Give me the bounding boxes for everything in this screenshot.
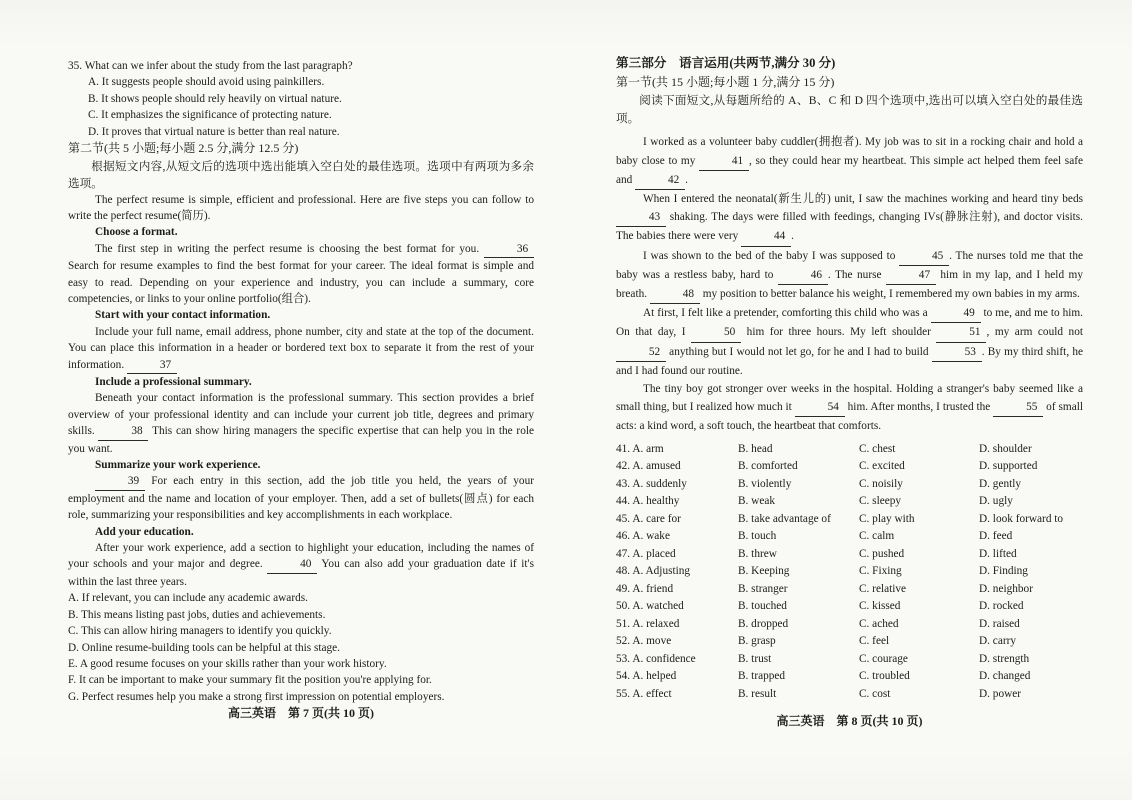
section-1-instruction: 阅读下面短文,从每题所给的 A、B、C 和 D 四个选项中,选出可以填入空白处的最佳选项。 bbox=[616, 94, 1083, 126]
page-8-footer: 高三英语 第 8 页(共 10 页) bbox=[776, 714, 923, 728]
cloze-option-a: 49. A. friend bbox=[616, 582, 674, 595]
passage-paragraph: 39 For each entry in this section, add the job title you held, the years of your employment and the name and location of your employer. Then, add a set of bullets(圆点) for each role, summarizing your responsibilities and key accomplishments in each workplace. bbox=[68, 475, 534, 522]
gap-fill-choice: C. This can allow hiring managers to identify you quickly. bbox=[68, 625, 332, 638]
passage-paragraph: The perfect resume is simple, efficient and professional. Here are five steps you can follow to write the perfect resume(简历). bbox=[68, 193, 534, 222]
section-2-title: 第二节(共 5 小题;每小题 2.5 分,满分 12.5 分) bbox=[68, 141, 299, 156]
cloze-option-b: B. head bbox=[738, 442, 773, 455]
exam-page-8 bbox=[616, 54, 1083, 703]
cloze-options-row bbox=[616, 581, 1083, 599]
cloze-option-d: D. supported bbox=[979, 460, 1038, 473]
cloze-blank: 37 bbox=[127, 357, 177, 374]
cloze-option-b: B. comforted bbox=[738, 460, 798, 473]
cloze-option-a: 47. A. placed bbox=[616, 547, 676, 560]
cloze-options-row bbox=[616, 493, 1083, 511]
cloze-option-c: C. excited bbox=[859, 460, 905, 473]
cloze-option-c: C. relative bbox=[859, 582, 907, 595]
cloze-paragraph: At first, I felt like a pretender, comforting this child who was a 49 to me, and me to him. On that day, I 50 him for three hours. My left shoulder 51 , my arm could not 52 anything but I would not let go, for he and I had to build 53 . By my third shift, he and I had found our routine. bbox=[616, 304, 1083, 380]
page-7-footer: 高三英语 第 7 页(共 10 页) bbox=[228, 706, 374, 720]
question-35-option: A. It suggests people should avoid using painkillers. bbox=[88, 76, 325, 89]
part-3-title: 第三部分 语言运用(共两节,满分 30 分) bbox=[616, 56, 836, 70]
cloze-option-c: C. courage bbox=[859, 652, 908, 665]
cloze-option-d: D. rocked bbox=[979, 600, 1024, 613]
cloze-passage bbox=[616, 133, 1083, 435]
cloze-options-row bbox=[616, 441, 1083, 459]
cloze-blank: 36 bbox=[484, 241, 534, 258]
cloze-option-c: C. troubled bbox=[859, 670, 910, 683]
cloze-options-row bbox=[616, 633, 1083, 651]
cloze-blank: 40 bbox=[267, 556, 317, 573]
cloze-blank: 45 bbox=[899, 247, 949, 266]
cloze-option-d: D. ugly bbox=[979, 495, 1013, 508]
cloze-options-row bbox=[616, 563, 1083, 581]
cloze-option-b: B. touch bbox=[738, 530, 777, 543]
cloze-option-a: 41. A. arm bbox=[616, 442, 664, 455]
cloze-options-row bbox=[616, 598, 1083, 616]
gap-fill-choices-a-g bbox=[68, 590, 534, 705]
cloze-option-b: B. grasp bbox=[738, 635, 776, 648]
gap-fill-choice: D. Online resume-building tools can be helpful at this stage. bbox=[68, 641, 341, 654]
exam-page-7 bbox=[68, 58, 534, 705]
cloze-option-a: 52. A. move bbox=[616, 635, 672, 648]
cloze-paragraph: I was shown to the bed of the baby I was supposed to 45 . The nurses told me that the baby was a restless baby, hard to 46 . The nurse 47 him in my lap, and I held my breath. 48 my position to better balance his weight, I remembered my own babies in my arms. bbox=[616, 247, 1083, 305]
cloze-option-b: B. trapped bbox=[738, 670, 786, 683]
cloze-option-c: C. feel bbox=[859, 635, 890, 648]
cloze-option-c: C. sleepy bbox=[859, 495, 902, 508]
cloze-option-d: D. changed bbox=[979, 670, 1031, 683]
cloze-option-b: B. result bbox=[738, 687, 777, 700]
question-35-option: B. It shows people should rely heavily on virtual nature. bbox=[88, 92, 342, 105]
cloze-options-row bbox=[616, 476, 1083, 494]
cloze-blank: 49 bbox=[931, 304, 981, 323]
passage-paragraph: Beneath your contact information is the professional summary. This section provides a brief overview of your professional identity and can include your current job title, degrees and primary skills. 38 This can show hiring managers the specific expertise that can help you in the role you want. bbox=[68, 392, 534, 455]
passage-paragraph: Choose a format. bbox=[95, 226, 178, 239]
passage-paragraph: Add your education. bbox=[95, 525, 194, 538]
passage-paragraph: The first step in writing the perfect resume is choosing the best format for you. 36 Search for resume examples to find the best format for your career. The ideal format is simple and easy to read. Depending on your experience and industry, you can include a summary, core competencies, or links to your online portfolio(组合). bbox=[68, 242, 534, 305]
cloze-option-a: 42. A. amused bbox=[616, 460, 681, 473]
passage-paragraph: Start with your contact information. bbox=[95, 309, 271, 322]
question-35-stem: 35. What can we infer about the study from the last paragraph? bbox=[68, 60, 353, 72]
cloze-blank: 42 bbox=[635, 171, 685, 190]
cloze-blank: 48 bbox=[650, 285, 700, 304]
cloze-options-row bbox=[616, 686, 1083, 704]
cloze-blank: 47 bbox=[886, 266, 936, 285]
cloze-option-b: B. Keeping bbox=[738, 565, 790, 578]
cloze-paragraph: When I entered the neonatal(新生儿的) unit, I saw the machines working and heard tiny beds 43 shaking. The days were filled with feedings, changing IVs(静脉注射), and doctor visits. The babies there were very 44 . bbox=[616, 190, 1083, 247]
cloze-option-a: 55. A. effect bbox=[616, 687, 672, 700]
passage-paragraph: After your work experience, add a section to highlight your education, including the names of your schools and your major and degree. 40 You can also add your graduation date if it's within the last three years. bbox=[68, 542, 534, 588]
cloze-blank: 43 bbox=[616, 208, 666, 227]
cloze-option-c: C. chest bbox=[859, 442, 896, 455]
cloze-option-c: C. kissed bbox=[859, 600, 901, 613]
question-35-option: C. It emphasizes the significance of protecting nature. bbox=[88, 109, 332, 122]
cloze-blank: 51 bbox=[936, 323, 986, 342]
cloze-option-a: 43. A. suddenly bbox=[616, 477, 687, 490]
cloze-option-c: C. noisily bbox=[859, 477, 903, 490]
cloze-blank: 39 bbox=[95, 473, 145, 490]
gap-fill-choice: B. This means listing past jobs, duties and achievements. bbox=[68, 608, 326, 621]
cloze-option-b: B. take advantage of bbox=[738, 512, 831, 525]
cloze-option-d: D. neighbor bbox=[979, 582, 1033, 595]
passage-paragraph: Include a professional summary. bbox=[95, 376, 252, 388]
cloze-option-a: 48. A. Adjusting bbox=[616, 565, 691, 578]
cloze-option-a: 50. A. watched bbox=[616, 600, 684, 613]
cloze-option-b: B. violently bbox=[738, 477, 792, 490]
cloze-option-a: 45. A. care for bbox=[616, 512, 681, 525]
cloze-blank: 55 bbox=[993, 398, 1043, 417]
cloze-option-b: B. touched bbox=[738, 600, 787, 613]
cloze-option-a: 54. A. helped bbox=[616, 670, 677, 683]
cloze-option-b: B. dropped bbox=[738, 617, 789, 630]
passage-paragraph: Summarize your work experience. bbox=[95, 459, 261, 472]
question-35-option: D. It proves that virtual nature is better than real nature. bbox=[88, 125, 340, 138]
resume-passage bbox=[68, 192, 534, 591]
cloze-blank: 41 bbox=[699, 152, 749, 171]
cloze-paragraph: The tiny boy got stronger over weeks in the hospital. Holding a stranger's baby seemed like a small thing, but I realized how much it 54 him. After months, I trusted the 55 of small acts: a kind word, a soft touch, the heartbeat that comforts. bbox=[616, 383, 1083, 433]
cloze-option-d: D. strength bbox=[979, 652, 1030, 665]
cloze-option-d: D. feed bbox=[979, 530, 1013, 543]
cloze-blank: 38 bbox=[98, 423, 148, 440]
cloze-blank: 46 bbox=[778, 266, 828, 285]
cloze-option-b: B. trust bbox=[738, 652, 772, 665]
cloze-option-d: D. gently bbox=[979, 477, 1022, 490]
cloze-option-a: 44. A. healthy bbox=[616, 495, 680, 508]
cloze-option-a: 51. A. relaxed bbox=[616, 617, 680, 630]
cloze-options-row bbox=[616, 651, 1083, 669]
cloze-option-d: D. carry bbox=[979, 635, 1017, 648]
gap-fill-choice: E. A good resume focuses on your skills rather than your work history. bbox=[68, 657, 387, 670]
cloze-option-d: D. power bbox=[979, 687, 1022, 700]
cloze-option-b: B. weak bbox=[738, 495, 776, 508]
cloze-options-row bbox=[616, 511, 1083, 529]
cloze-options-table bbox=[616, 441, 1083, 704]
cloze-option-c: C. Fixing bbox=[859, 565, 902, 578]
cloze-options-row bbox=[616, 616, 1083, 634]
cloze-option-d: D. lifted bbox=[979, 547, 1017, 560]
cloze-options-row bbox=[616, 528, 1083, 546]
cloze-paragraph: I worked as a volunteer baby cuddler(拥抱者). My job was to sit in a rocking chair and hold a baby close to my 41 , so they could hear my heartbeat. This simple act helped them feel safe and 42 . bbox=[616, 133, 1083, 190]
cloze-option-d: D. shoulder bbox=[979, 442, 1032, 455]
gap-fill-choice: F. It can be important to make your summary fit the position you're applying for. bbox=[68, 674, 432, 687]
cloze-option-c: C. pushed bbox=[859, 547, 905, 560]
cloze-option-c: C. calm bbox=[859, 530, 895, 543]
gap-fill-choice: A. If relevant, you can include any academic awards. bbox=[68, 592, 308, 605]
cloze-blank: 52 bbox=[616, 343, 666, 362]
cloze-options-row bbox=[616, 458, 1083, 476]
cloze-option-d: D. Finding bbox=[979, 565, 1028, 578]
cloze-blank: 54 bbox=[795, 398, 845, 417]
passage-paragraph: Include your full name, email address, phone number, city and state at the top of the document. You can place this information in a header or bordered text box to separate it from the rest of your information. 37 bbox=[68, 324, 534, 374]
cloze-option-d: D. look forward to bbox=[979, 512, 1064, 525]
cloze-options-row bbox=[616, 546, 1083, 564]
cloze-option-c: C. cost bbox=[859, 687, 891, 700]
cloze-blank: 50 bbox=[691, 323, 741, 342]
cloze-option-b: B. stranger bbox=[738, 582, 788, 595]
cloze-blank: 44 bbox=[741, 227, 791, 246]
cloze-option-d: D. raised bbox=[979, 617, 1020, 630]
section-2-instruction: 根据短文内容,从短文后的选项中选出能填入空白处的最佳选项。选项中有两项为多余选项。 bbox=[68, 159, 534, 190]
cloze-option-c: C. play with bbox=[859, 512, 915, 525]
cloze-option-b: B. threw bbox=[738, 547, 777, 560]
question-35-options bbox=[68, 74, 534, 140]
cloze-option-a: 46. A. wake bbox=[616, 530, 670, 543]
cloze-option-c: C. ached bbox=[859, 617, 899, 630]
cloze-options-row bbox=[616, 668, 1083, 686]
cloze-blank: 53 bbox=[932, 343, 982, 362]
gap-fill-choice: G. Perfect resumes help you make a strong first impression on potential employers. bbox=[68, 690, 445, 703]
cloze-option-a: 53. A. confidence bbox=[616, 652, 696, 665]
section-1-title: 第一节(共 15 小题;每小题 1 分,满分 15 分) bbox=[616, 75, 835, 89]
